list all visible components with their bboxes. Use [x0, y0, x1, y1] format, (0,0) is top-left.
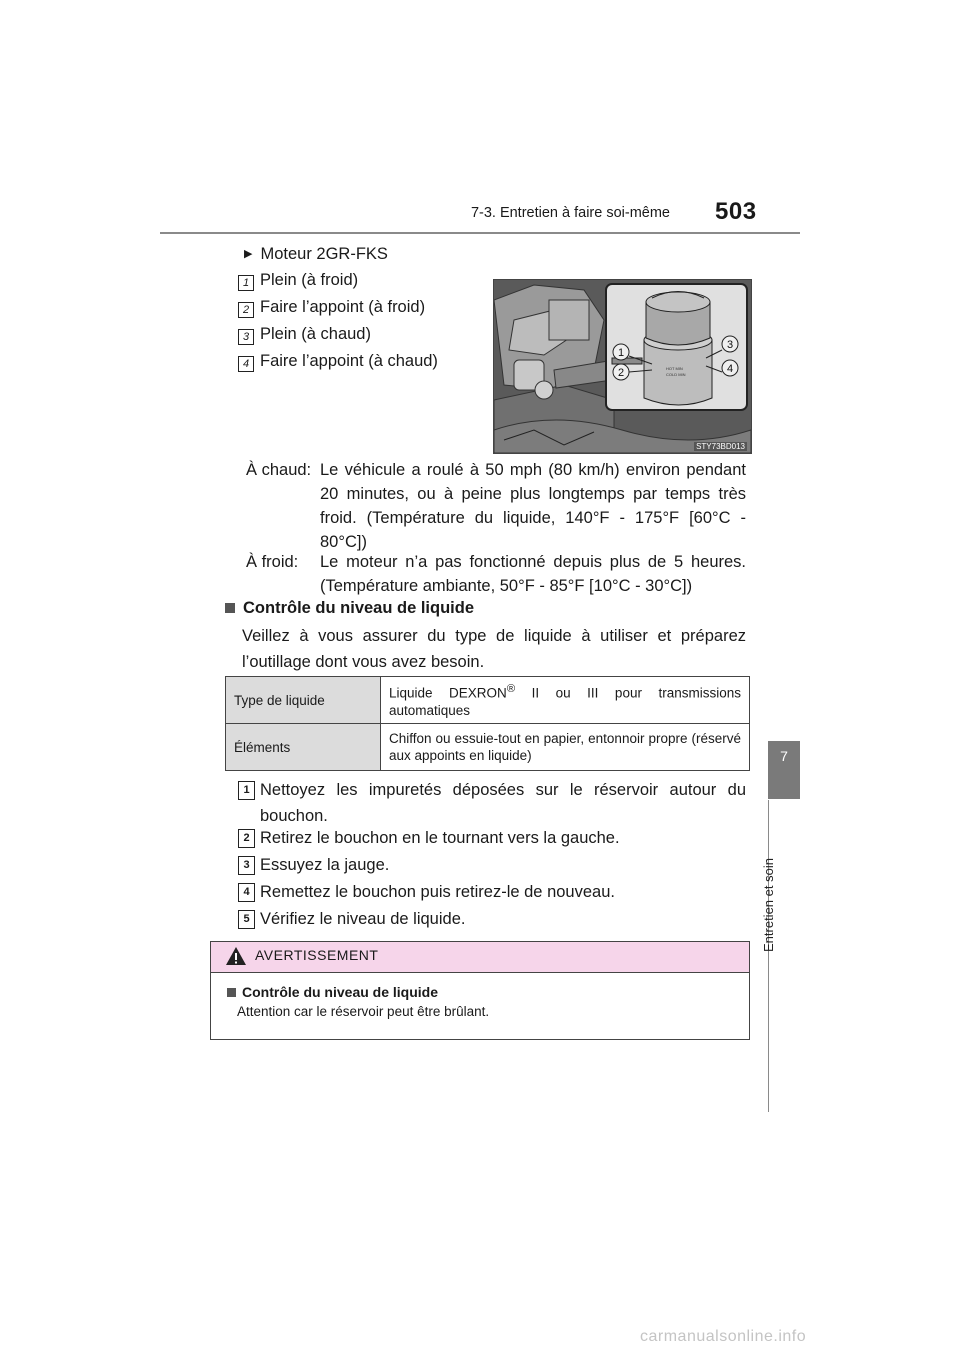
triangle-right-icon: ▶ — [244, 248, 253, 260]
legend-number: 3 — [238, 329, 254, 345]
table-value-cell — [381, 677, 750, 724]
square-bullet-icon — [227, 988, 236, 997]
step-number: 1 — [238, 781, 255, 800]
section-heading-text: Contrôle du niveau de liquide — [243, 599, 475, 617]
definition-term: À chaud: — [246, 461, 312, 479]
legend-label: Plein (à froid) — [260, 271, 359, 289]
warning-subheading-text: Contrôle du niveau de liquide — [242, 984, 439, 1000]
table-value-text: Chiffon ou essuie-tout en papier, entonnoir propre (réservé aux appoints en liquide) — [389, 731, 741, 763]
legend-label: Faire l’appoint (à froid) — [260, 298, 426, 316]
legend-number: 2 — [238, 302, 254, 318]
warning-body: Attention car le réservoir peut être brûlant. — [237, 1004, 490, 1019]
table-value-text: Liquide DEXRON — [389, 685, 507, 701]
step-text: Remettez le bouchon puis retirez-le de nouveau. — [260, 883, 615, 901]
step-item — [238, 906, 746, 932]
step-item — [238, 879, 746, 905]
step-number: 4 — [238, 883, 255, 902]
legend-label: Faire l’appoint (à chaud) — [260, 352, 438, 370]
running-header: 7-3. Entretien à faire soi-même — [470, 205, 670, 221]
figure-callout-4: 4 — [726, 363, 734, 375]
header-divider — [160, 232, 800, 234]
definition-term: À froid: — [246, 553, 299, 571]
step-text: Essuyez la jauge. — [260, 856, 390, 874]
table-value-text: II ou III pour transmissions automatiques — [389, 685, 741, 718]
step-number: 2 — [238, 829, 255, 848]
table-label-cell: Éléments — [226, 724, 381, 771]
definition-cold — [246, 550, 746, 600]
svg-text:HOT MIN: HOT MIN — [666, 366, 683, 371]
step-item — [238, 777, 746, 829]
warning-title: AVERTISSEMENT — [255, 947, 379, 963]
definition-text: Le véhicule a roulé à 50 mph (80 km/h) environ pendant 20 minutes, ou à peine plus longtemps par temps très froid. (Température du liquide, 140°F - 175°F [60°C - 80°C]) — [320, 461, 746, 551]
legend-number: 4 — [238, 356, 254, 372]
definition-text: Le moteur n’a pas fonctionné depuis plus de 5 heures. (Température ambiante, 50°F - 85°F [10°C - 30°C]) — [320, 553, 746, 595]
section-heading — [225, 599, 474, 618]
legend-label: Plein (à chaud) — [260, 325, 371, 343]
svg-text:COLD MIN: COLD MIN — [666, 372, 686, 377]
step-text: Retirez le bouchon en le tournant vers la gauche. — [260, 829, 620, 847]
engine-bay-drawing — [494, 280, 751, 453]
definition-hot — [246, 458, 746, 558]
chapter-tab-number: 7 — [780, 748, 788, 764]
square-bullet-icon — [225, 603, 235, 613]
chapter-tab-label: Entretien et soin — [761, 858, 776, 952]
figure-callout-2: 2 — [617, 367, 625, 379]
table-value-cell — [381, 724, 750, 771]
table-row — [226, 724, 750, 771]
step-number: 5 — [238, 910, 255, 929]
section-paragraph: Veillez à vous assurer du type de liquide à utiliser et préparez l’outillage dont vous avez besoin. — [242, 627, 746, 671]
figure-caption: STY73BD013 — [696, 442, 745, 451]
figure-callout-3: 3 — [726, 339, 734, 351]
registered-mark: ® — [506, 683, 516, 696]
engine-bay-illustration — [493, 279, 752, 454]
requirements-table — [225, 676, 750, 771]
page-number: 503 — [715, 198, 757, 225]
warning-header — [211, 942, 749, 973]
legend-number: 1 — [238, 275, 254, 291]
warning-subheading — [227, 984, 438, 1000]
warning-triangle-icon — [225, 946, 247, 966]
table-row — [226, 677, 750, 724]
step-item — [238, 825, 746, 851]
step-text: Nettoyez les impuretés déposées sur le réservoir autour du bouchon. — [260, 781, 746, 825]
figure-callout-1: 1 — [617, 347, 625, 359]
step-number: 3 — [238, 856, 255, 875]
engine-heading — [244, 241, 388, 267]
engine-title: Moteur 2GR-FKS — [260, 245, 388, 263]
watermark: carmanualsonline.info — [640, 1328, 807, 1345]
warning-box — [210, 941, 750, 1040]
table-label-cell: Type de liquide — [226, 677, 381, 724]
step-item — [238, 852, 746, 878]
step-text: Vérifiez le niveau de liquide. — [260, 910, 466, 928]
